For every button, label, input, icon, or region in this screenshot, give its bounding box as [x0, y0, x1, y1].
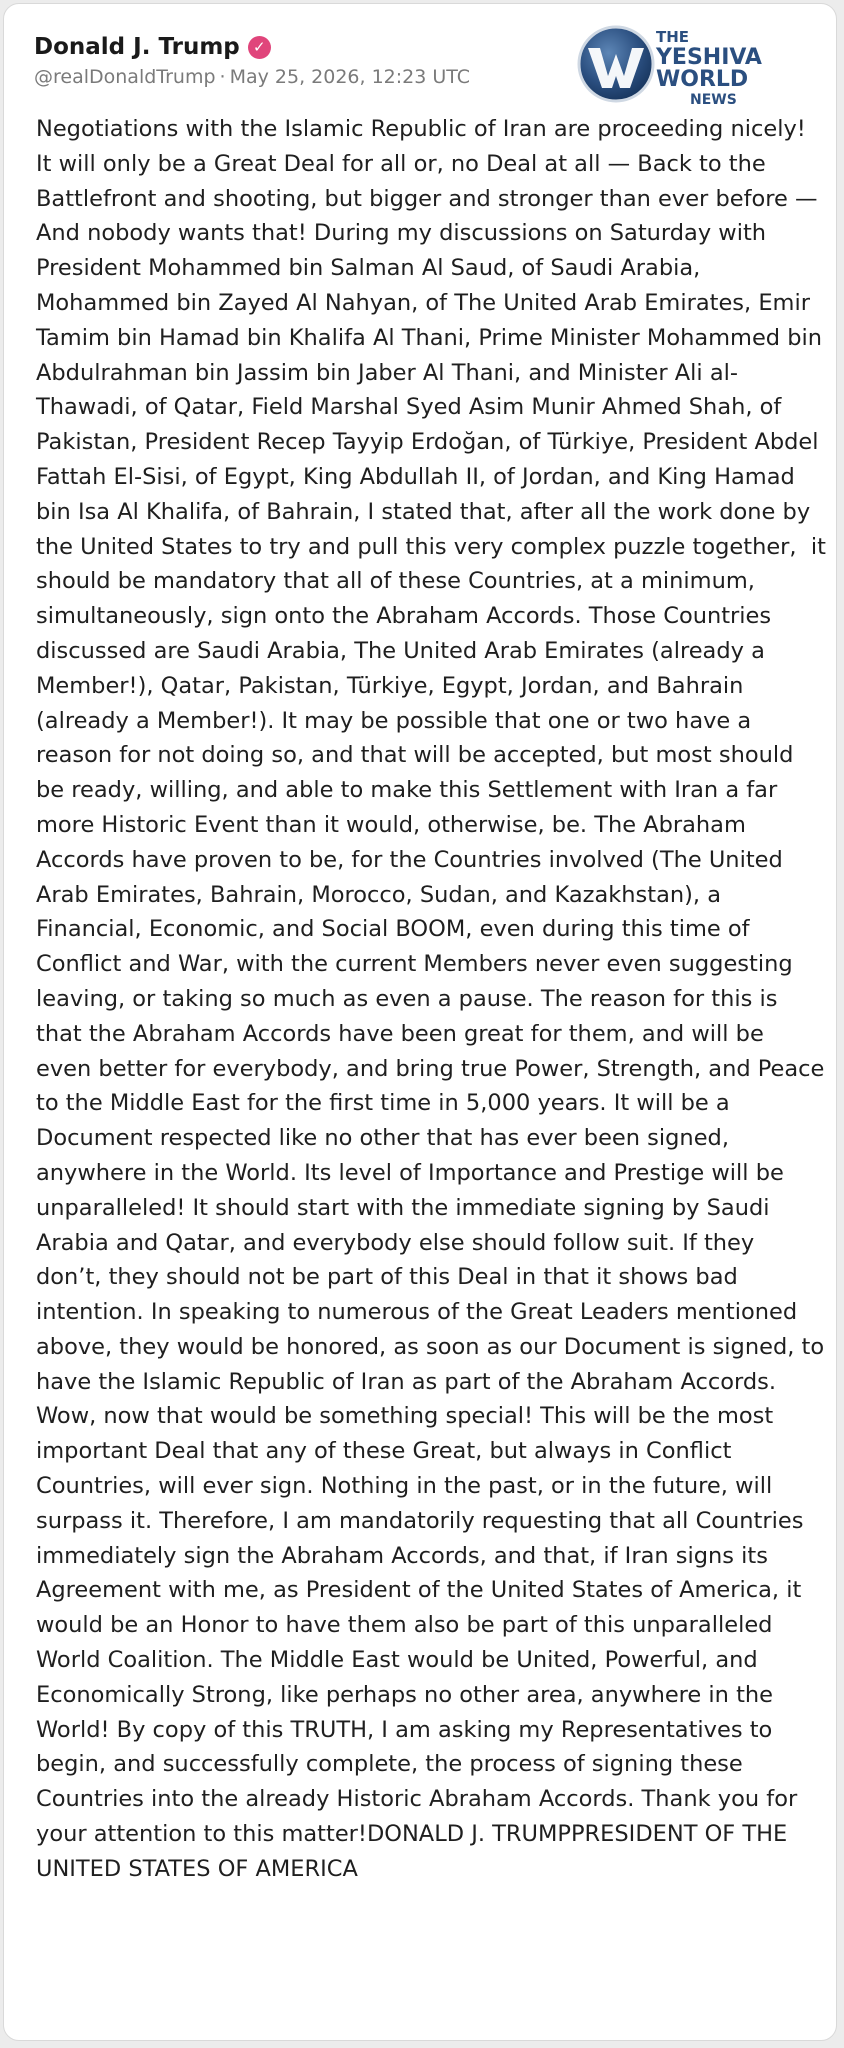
post-card — [3, 3, 837, 2041]
logo-line-news: NEWS — [690, 92, 737, 108]
logo-line-world: WORLD — [656, 67, 749, 92]
post-timestamp[interactable]: May 25, 2026, 12:23 UTC — [229, 66, 471, 88]
verified-badge-icon: ✓ — [248, 36, 271, 59]
meta-separator: · — [219, 66, 226, 88]
logo-line-the: THE — [656, 28, 690, 46]
logo-line-yeshiva: YESHIVA — [656, 45, 762, 70]
author-name[interactable]: Donald J. Trump — [34, 34, 240, 60]
yeshiva-world-logo-icon — [574, 18, 774, 110]
author-handle[interactable]: @realDonaldTrump — [34, 66, 216, 88]
post-body-text: Negotiations with the Islamic Republic of Iran are proceeding nicely! It will only be a Great Deal for all or, no Deal at all — Back to the Battlefront and shooting, but bigger and stronger than ever before — And nobody wants that! During my discussions on Saturday with President Mohammed bin Salman Al Saud, of Saudi Arabia, Mohammed bin Zayed Al Nahyan, of The United Arab Emirates, Emir Tamim bin Hamad bin Khalifa Al Thani, Prime Minister Mohammed bin Abdulrahman bin Jassim bin Jaber Al Thani, and Minister Ali al-Thawadi, of Qatar, Field Marshal Syed Asim Munir Ahmed Shah, of Pakistan, President Recep Tayyip Erdoğan, of Türkiye, President Abdel Fattah El-Sisi, of Egypt, King Abdullah II, of Jordan, and King Hamad bin Isa Al Khalifa, of Bahrain, I stated that, after all the work done by the United States to try and pull this very complex puzzle together, it should be mandatory that all of these Countries, at a minimum, simultaneously, sign onto the Abraham Accords. Those Countries discussed are Saudi Arabia, The United Arab Emirates (already a Member!), Qatar, Pakistan, Türkiye, Egypt, Jordan, and Bahrain (already a Member!). It may be possible that one or two have a reason for not doing so, and that will be accepted, but most should be ready, willing, and able to make this Settlement with Iran a far more Historic Event than it would, otherwise, be. The Abraham Accords have proven to be, for the Countries involved (The United Arab Emirates, Bahrain, Morocco, Sudan, and Kazakhstan), a Financial, Economic, and Social BOOM, even during this time of Conflict and War, with the current Members never even suggesting leaving, or taking so much as even a pause. The reason for this is that the Abraham Accords have been great for them, and will be even better for everybody, and bring true Power, Strength, and Peace to the Middle East for the first time in 5,000 years. It will be a Document respected like no other that has ever been signed, anywhere in the World. Its level of Importance and Prestige will be unparalleled! It should start with the immediate signing by Saudi Arabia and Qatar, and everybody else should follow suit. If they don’t, they should not be part of this Deal in that it shows bad intention. In speaking to numerous of the Great Leaders mentioned above, they would be honored, as soon as our Document is signed, to have the Islamic Republic of Iran as part of the Abraham Accords. Wow, now that would be something special! This will be the most important Deal that any of these Great, but always in Conflict Countries, will ever sign. Nothing in the past, or in the future, will surpass it. Therefore, I am mandatorily requesting that all Countries immediately sign the Abraham Accords, and that, if Iran signs its Agreement with me, as President of the United States of America, it would be an Honor to have them also be part of this unparalleled World Coalition. The Middle East would be United, Powerful, and Economically Strong, like perhaps no other area, anywhere in the World! By copy of this TRUTH, I am asking my Representatives to begin, and successfully complete, the process of signing these Countries into the already Historic Abraham Accords. Thank you for your attention to this matter!DONALD J. TRUMPPRESIDENT OF THE UNITED STATES OF AMERICA — [36, 116, 834, 1882]
